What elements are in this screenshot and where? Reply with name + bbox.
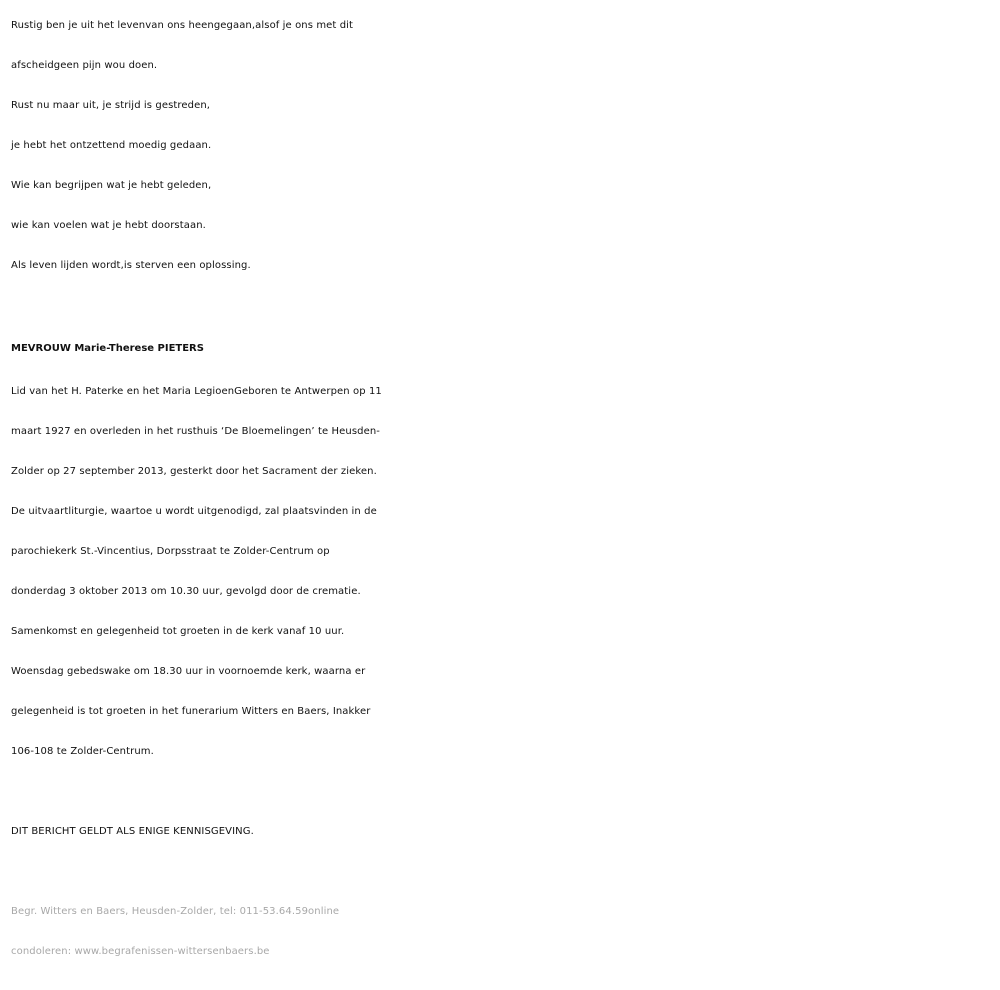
poem-line: je hebt het ontzettend moedig gedaan. xyxy=(11,140,212,151)
announcement-line: De uitvaartliturgie, waartoe u wordt uitgenodigd, zal plaatsvinden in de xyxy=(11,506,377,517)
obituary-document xyxy=(11,6,996,972)
announcement-line: gelegenheid is tot groeten in het funerarium Witters en Baers, Inakker xyxy=(11,706,371,717)
poem-line: Rust nu maar uit, je strijd is gestreden, xyxy=(11,100,211,111)
poem-line: Als leven lijden wordt,is sterven een oplossing. xyxy=(11,260,251,271)
poem-line: wie kan voelen wat je hebt doorstaan. xyxy=(11,220,206,231)
announcement-line: Woensdag gebedswake om 18.30 uur in voornoemde kerk, waarna er xyxy=(11,666,366,677)
announcement-line: maart 1927 en overleden in het rusthuis ‘De Bloemelingen’ te Heusden- xyxy=(11,426,380,437)
poem-line: Rustig ben je uit het levenvan ons heengegaan,alsof je ons met dit xyxy=(11,20,354,31)
announcement-line: Samenkomst en gelegenheid tot groeten in de kerk vanaf 10 uur. xyxy=(11,626,345,637)
announcement-line: 106-108 te Zolder-Centrum. xyxy=(11,746,154,757)
announcement-line: Lid van het H. Paterke en het Maria LegioenGeboren te Antwerpen op 11 xyxy=(11,386,382,397)
announcement-line: donderdag 3 oktober 2013 om 10.30 uur, gevolgd door de crematie. xyxy=(11,586,361,597)
footer-line: Begr. Witters en Baers, Heusden-Zolder, tel: 011-53.64.59online xyxy=(11,906,340,917)
announcement-body xyxy=(11,372,996,772)
announcement-line: Zolder op 27 september 2013, gesterkt door het Sacrament der zieken. xyxy=(11,466,377,477)
deceased-name-heading: MEVROUW Marie-Therese PIETERS xyxy=(11,343,204,354)
poem-block xyxy=(11,6,996,286)
announcement-line: parochiekerk St.-Vincentius, Dorpsstraat te Zolder-Centrum op xyxy=(11,546,330,557)
official-notice: DIT BERICHT GELDT ALS ENIGE KENNISGEVING. xyxy=(11,826,254,837)
poem-line: afscheidgeen pijn wou doen. xyxy=(11,60,158,71)
funeral-home-footer xyxy=(11,892,996,972)
poem-line: Wie kan begrijpen wat je hebt geleden, xyxy=(11,180,212,191)
footer-line: condoleren: www.begrafenissen-wittersenbaers.be xyxy=(11,946,270,957)
